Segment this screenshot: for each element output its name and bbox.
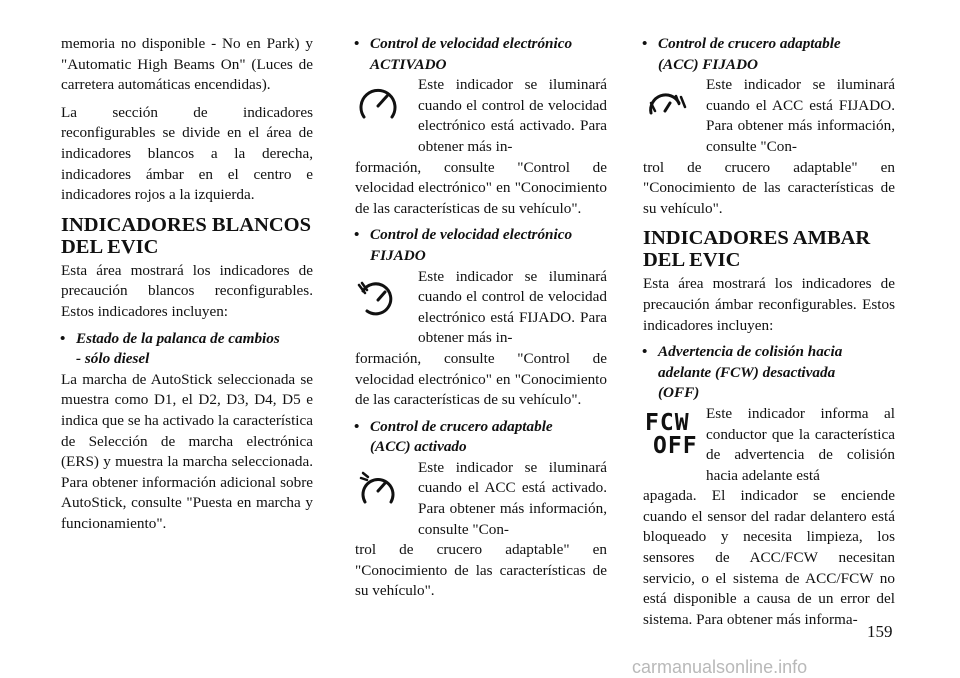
bullet-title: Advertencia de colisión hacia bbox=[658, 343, 843, 361]
bullet-title: Control de velocidad electrónico bbox=[370, 226, 573, 244]
heading-line: DEL EVIC bbox=[643, 249, 741, 272]
bullet-title: (ACC) FIJADO bbox=[658, 55, 759, 73]
column-right bbox=[643, 34, 895, 630]
bullet-title: (OFF) bbox=[658, 384, 700, 402]
indicator-block bbox=[643, 404, 895, 486]
heading-line: DEL EVIC bbox=[61, 235, 159, 258]
paragraph: memoria no disponible - No en Park) y "Automatic High Beams On" (Luces de carretera automáticas encendidas). bbox=[61, 35, 313, 94]
paragraph: Esta área mostrará los indicadores de precaución blancos reconfigurables. Estos indicadores incluyen: bbox=[61, 261, 313, 320]
bullet-title: Control de velocidad electrónico bbox=[370, 35, 573, 52]
speedometer-icon bbox=[355, 81, 401, 127]
indicator-block bbox=[355, 458, 607, 540]
section-heading-white bbox=[61, 214, 313, 258]
bullet-shift-lever bbox=[61, 329, 313, 370]
indicator-text: Este indicador se iluminará cuando el ACC está activado. Para obtener más información, consulte "Con- bbox=[418, 458, 607, 538]
paragraph: trol de crucero adaptable" en "Conocimiento de las características de su vehículo". bbox=[355, 541, 607, 600]
adaptive-cruise-set-icon bbox=[643, 81, 689, 127]
paragraph: trol de crucero adaptable" en "Conocimiento de las características de su vehículo". bbox=[643, 158, 895, 217]
paragraph: La sección de indicadores reconfigurables se divide en el área de indicadores blancos a la derecha, indicadores ámbar en el centro e indicadores rojos a la izquierda. bbox=[61, 103, 313, 204]
bullet-acc-set bbox=[643, 34, 895, 75]
bullet-title: ACTIVADO bbox=[370, 55, 447, 73]
bullet-title: - sólo diesel bbox=[76, 350, 150, 368]
paragraph: Esta área mostrará los indicadores de precaución ámbar reconfigurables. Estos indicadores incluyen: bbox=[643, 275, 895, 334]
bullet-cruise-on bbox=[355, 34, 607, 75]
bullet-title: adelante (FCW) desactivada bbox=[658, 363, 836, 381]
bullet-title: Control de crucero adaptable bbox=[370, 417, 553, 435]
indicator-text: Este indicador se iluminará cuando el control de velocidad electrónico está FIJADO. Para obtener más in- bbox=[418, 267, 607, 347]
indicator-text: Este indicador se iluminará cuando el control de velocidad electrónico está activado. Para obtener más in- bbox=[418, 76, 607, 155]
section-heading-amber bbox=[643, 227, 895, 271]
bullet-fcw-off bbox=[643, 342, 895, 404]
fcw-off-icon bbox=[645, 409, 698, 459]
speedometer-set-icon bbox=[355, 273, 401, 319]
heading-line: INDICADORES BLANCOS bbox=[61, 213, 312, 236]
bullet-title: (ACC) activado bbox=[370, 438, 467, 456]
adaptive-cruise-icon bbox=[355, 464, 401, 510]
paragraph: apagada. El indicador se enciende cuando el sensor del radar delantero está bloqueado y necesita limpieza, los sensores de ACC/FCW necesitan servicio, o el sistema de ACC/FCW no está disponible a causa de un error del sistema. Para obtener más informa- bbox=[643, 487, 895, 628]
column-middle bbox=[355, 34, 607, 602]
indicator-text: Este indicador informa al conductor que la característica de advertencia de colisión hacia adelante está bbox=[706, 404, 895, 484]
heading-line: INDICADORES AMBAR bbox=[643, 227, 871, 250]
bullet-cruise-set bbox=[355, 225, 607, 266]
indicator-block bbox=[355, 75, 607, 157]
indicator-block bbox=[643, 75, 895, 157]
bullet-title: Control de crucero adaptable bbox=[658, 35, 841, 52]
bullet-acc-on bbox=[355, 417, 607, 458]
indicator-text: Este indicador se iluminará cuando el ACC está FIJADO. Para obtener más información, consulte "Con- bbox=[706, 76, 895, 155]
bullet-title: FIJADO bbox=[370, 246, 426, 264]
paragraph: formación, consulte "Control de velocidad electrónico" en "Conocimiento de las características de su vehículo". bbox=[355, 349, 607, 409]
paragraph: La marcha de AutoStick seleccionada se muestra como D1, el D2, D3, D4, D5 e indica que se ha activado la característica de Selección de marcha electrónica (ERS) y muestra la marcha seleccionada. Para obtener información adicional sobre AutoStick, consulte "Puesta en marcha y funcionamiento". bbox=[61, 370, 313, 532]
fcw-icon-text: FCW bbox=[645, 409, 690, 436]
paragraph: formación, consulte "Control de velocidad electrónico" en "Conocimiento de las características de su vehículo". bbox=[355, 158, 607, 217]
page-number: 159 bbox=[867, 622, 893, 641]
bullet-title: Estado de la palanca de cambios bbox=[76, 329, 280, 347]
watermark: carmanualsonline.info bbox=[632, 657, 808, 677]
column-left bbox=[61, 34, 313, 534]
fcw-icon-text: OFF bbox=[653, 432, 698, 459]
indicator-block bbox=[355, 267, 607, 349]
